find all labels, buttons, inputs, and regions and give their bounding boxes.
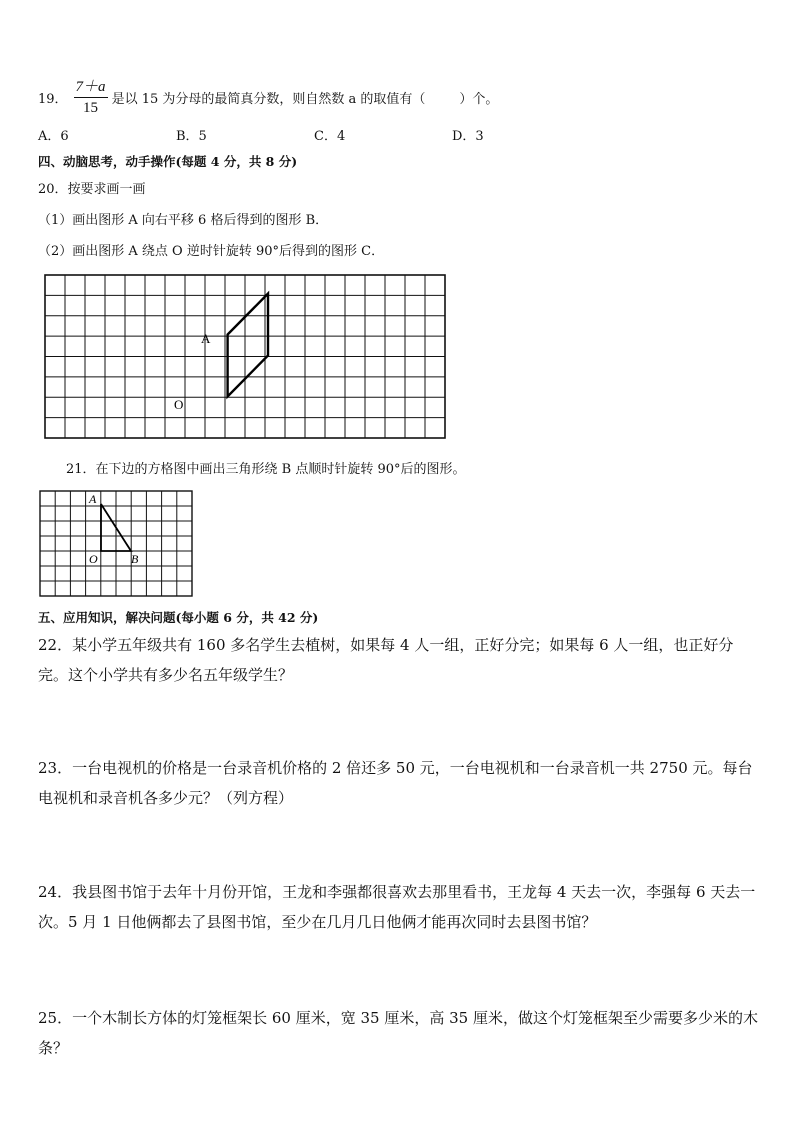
question-19-fraction: [74, 79, 108, 116]
section-5-title: 五、应用知识，解决问题(每小题 6 分，共 42 分): [38, 610, 319, 625]
question-21-stem: 21．在下边的方格图中画出三角形绕 B 点顺时针旋转 90°后的图形。: [66, 462, 466, 477]
point-o-label: O: [174, 397, 184, 412]
shape-a-label: A: [201, 331, 211, 346]
question-19-number: 19．: [38, 91, 68, 107]
option-d: D．3: [452, 129, 484, 144]
shape-a: [228, 294, 268, 397]
section-4-title: 四、动脑思考，动手操作(每题 4 分，共 8 分): [38, 154, 298, 169]
question-19: [38, 78, 498, 116]
question-24: 24．我县图书馆于去年十月份开馆，王龙和李强都很喜欢去那里看书，王龙每 4 天去一次，李强每 6 天去一次。5 月 1 日他俩都去了县图书馆，至少在几月几日他俩才能再次同时去县图书馆？: [38, 883, 756, 931]
grid-figure-21: [38, 489, 194, 599]
question-19-text: 是以 15 为分母的最简真分数，则自然数 a 的取值有（: [111, 91, 426, 107]
question-23: 23．一台电视机的价格是一台录音机价格的 2 倍还多 50 元，一台电视机和一台录音机一共 2750 元。每台电视机和录音机各多少元？（列方程）: [38, 759, 753, 807]
fraction-denominator: 15: [83, 99, 99, 116]
question-20-sub1: （1）画出图形 A 向右平移 6 格后得到的图形 B．: [38, 213, 329, 228]
option-c: C．4: [314, 129, 346, 144]
question-22: 22．某小学五年级共有 160 多名学生去植树，如果每 4 人一组，正好分完；如果每 6 人一组，也正好分完。这个小学共有多少名五年级学生？: [38, 636, 734, 684]
question-25: 25．一个木制长方体的灯笼框架长 60 厘米，宽 35 厘米，高 35 厘米，做这个灯笼框架至少需要多少米的木条？: [38, 1009, 758, 1057]
question-20-stem: 20．按要求画一画: [38, 182, 146, 197]
option-a: A．6: [38, 129, 69, 144]
vertex-a-label: A: [89, 492, 97, 506]
question-20-sub2: （2）画出图形 A 绕点 O 逆时针旋转 90°后得到的图形 C．: [38, 244, 385, 259]
vertex-b-label: B: [131, 552, 139, 566]
vertex-o-label: O: [89, 552, 98, 566]
question-19-text-end: ）个。: [459, 91, 499, 107]
fraction-numerator: 7＋a: [74, 79, 108, 98]
grid-figure-20: [42, 272, 448, 442]
option-b: B．5: [176, 129, 207, 144]
